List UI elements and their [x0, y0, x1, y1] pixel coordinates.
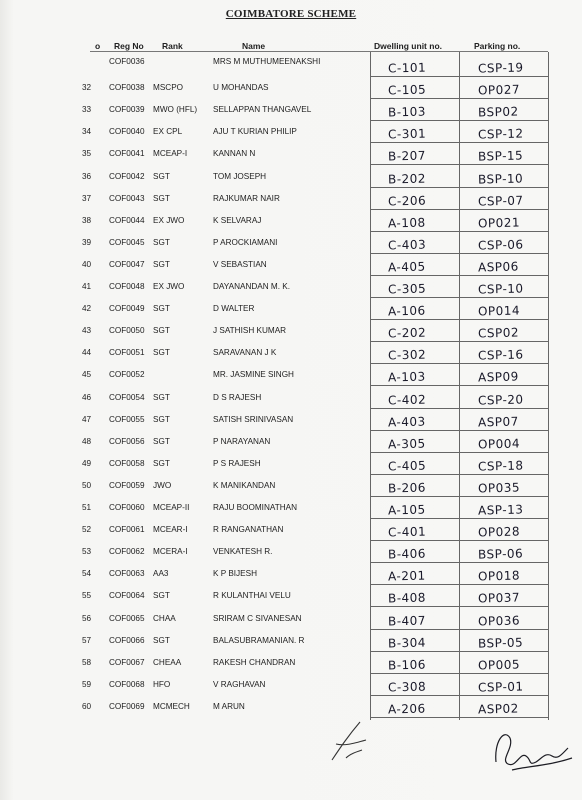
parking-no: CSP-18 [477, 458, 524, 474]
rank: CHEAA [153, 657, 182, 667]
reg-no: COF0050 [109, 326, 145, 336]
dwelling-unit: C-305 [387, 281, 427, 297]
reg-no: COF0059 [109, 480, 145, 490]
row-number: 52 [82, 525, 92, 535]
row-number: 54 [82, 569, 92, 579]
table-row [0, 652, 582, 674]
dwelling-unit: C-402 [387, 392, 427, 407]
header-reg-no: Reg No [114, 41, 144, 51]
document-title: COIMBATORE SCHEME [225, 8, 357, 20]
parking-no: ASP07 [477, 414, 520, 430]
row-number: 57 [82, 635, 92, 645]
parking-no: CSP-01 [477, 679, 524, 695]
reg-no: COF0047 [109, 259, 145, 269]
header-sno: o [95, 41, 101, 51]
name: P S RAJESH [213, 458, 261, 468]
row-number: 34 [82, 127, 92, 137]
row-number: 59 [82, 679, 92, 689]
dwelling-unit: A-103 [387, 369, 426, 385]
parking-no: OP018 [477, 568, 521, 584]
row-number: 38 [82, 215, 92, 225]
name: KANNAN N [213, 149, 256, 159]
reg-no: COF0061 [109, 525, 145, 535]
table-row [0, 497, 582, 519]
row-number: 49 [82, 458, 92, 468]
parking-no: CSP-20 [477, 391, 524, 408]
row-number: 44 [82, 348, 92, 358]
parking-no: OP014 [477, 303, 521, 319]
name: K MANIKANDAN [213, 480, 276, 490]
header-rank: Rank [162, 41, 183, 51]
reg-no: COF0065 [109, 613, 145, 623]
rank: SGT [153, 635, 170, 645]
rank: SGT [153, 458, 170, 468]
row-number: 47 [82, 414, 92, 424]
rank: EX JWO [153, 215, 185, 225]
table-row [0, 475, 582, 497]
rank: SGT [153, 436, 170, 446]
rank: EX CPL [153, 127, 183, 137]
parking-no: BSP-05 [477, 635, 524, 651]
rank: SGT [153, 591, 170, 601]
name: D S RAJESH [213, 392, 262, 402]
table-row [0, 342, 582, 364]
table-row [0, 166, 582, 188]
parking-no: OP037 [477, 590, 521, 606]
rank: SGT [153, 392, 170, 402]
rank: HFO [153, 679, 171, 689]
reg-no: COF0068 [109, 679, 145, 689]
name: SELLAPPAN THANGAVEL [213, 105, 312, 115]
row-number: 41 [82, 282, 92, 291]
reg-no: COF0038 [109, 83, 145, 93]
table-row [0, 563, 582, 585]
row-number: 36 [82, 171, 92, 181]
reg-no: COF0062 [109, 547, 145, 557]
name: RAJKUMAR NAIR [213, 193, 280, 203]
reg-no: COF0058 [109, 458, 145, 468]
name: SATISH SRINIVASAN [213, 414, 294, 424]
table-row [0, 519, 582, 541]
dwelling-unit: A-105 [387, 502, 426, 518]
row-number: 35 [82, 149, 92, 159]
table-row [0, 298, 582, 320]
parking-no: OP005 [477, 657, 521, 673]
dwelling-unit: C-206 [387, 193, 427, 209]
row-number: 43 [82, 326, 92, 336]
dwelling-unit: C-301 [387, 126, 427, 142]
dwelling-unit: C-302 [387, 347, 427, 363]
reg-no: COF0066 [109, 635, 145, 645]
name: BALASUBRAMANIAN. R [213, 635, 305, 645]
parking-no: OP004 [477, 436, 521, 452]
dwelling-unit: B-202 [387, 171, 427, 186]
reg-no: COF0056 [109, 436, 145, 446]
dwelling-unit: B-407 [387, 613, 427, 628]
name: MR. JASMINE SINGH [213, 370, 294, 380]
reg-no: COF0044 [109, 215, 145, 225]
dwelling-unit: C-403 [387, 237, 427, 253]
row-number: 40 [82, 259, 92, 269]
name: J SATHISH KUMAR [213, 326, 287, 336]
row-number: 37 [82, 193, 92, 203]
dwelling-unit: B-103 [387, 104, 427, 120]
name: U MOHANDAS [213, 83, 269, 93]
name: VENKATESH R. [213, 547, 273, 557]
reg-no: COF0069 [109, 701, 145, 711]
name: V SEBASTIAN [213, 259, 267, 269]
reg-no: COF0041 [109, 149, 145, 159]
row-number: 56 [82, 613, 92, 623]
name: P NARAYANAN [213, 436, 271, 446]
dwelling-unit: A-206 [387, 701, 426, 717]
table-row [0, 541, 582, 563]
row-number: 39 [82, 237, 92, 247]
reg-no: COF0049 [109, 304, 145, 314]
rank: SGT [153, 237, 170, 247]
row-number: 51 [82, 503, 92, 512]
dwelling-unit: B-106 [387, 657, 427, 673]
parking-no: BSP-06 [477, 546, 524, 562]
dwelling-unit: B-406 [387, 546, 427, 562]
reg-no: COF0060 [109, 503, 145, 512]
reg-no: COF0042 [109, 171, 145, 181]
parking-no: OP027 [477, 82, 521, 98]
dwelling-unit: A-108 [387, 215, 426, 231]
reg-no: COF0039 [109, 105, 145, 115]
parking-no: ASP02 [477, 701, 520, 717]
rank: SGT [153, 259, 170, 269]
dwelling-unit: C-308 [387, 679, 427, 695]
rank: SGT [153, 348, 170, 358]
rank: SGT [153, 193, 170, 203]
parking-no: CSP-10 [477, 281, 524, 297]
row-number: 53 [82, 547, 92, 557]
row-number: 46 [82, 392, 92, 402]
dwelling-unit: B-207 [387, 148, 427, 164]
parking-no: OP028 [477, 524, 521, 540]
parking-no: BSP-10 [477, 170, 524, 187]
signature-mark-left [326, 714, 376, 766]
name: AJU T KURIAN PHILIP [213, 127, 297, 137]
parking-no: OP036 [477, 612, 521, 629]
row-number: 32 [82, 83, 92, 93]
name: RAKESH CHANDRAN [213, 657, 296, 667]
dwelling-unit: C-202 [387, 325, 427, 341]
table-row [0, 674, 582, 696]
rank: EX JWO [153, 282, 185, 291]
rank: MWO (HFL) [153, 105, 198, 115]
name: SARAVANAN J K [213, 348, 277, 358]
reg-no: COF0063 [109, 569, 145, 579]
rank: SGT [153, 414, 170, 424]
row-number: 58 [82, 657, 92, 667]
reg-no: COF0048 [109, 282, 145, 291]
table-row [0, 696, 582, 718]
name: RAJU BOOMINATHAN [213, 503, 298, 512]
row-number: 42 [82, 304, 92, 314]
parking-no: OP021 [477, 215, 521, 231]
parking-no: CSP02 [477, 325, 520, 341]
table-row [0, 608, 582, 630]
table-row [0, 55, 582, 77]
dwelling-unit: A-403 [387, 414, 426, 430]
header-rule [90, 51, 548, 52]
table-row [0, 232, 582, 254]
reg-no: COF0067 [109, 657, 145, 667]
table-row [0, 320, 582, 342]
row-number: 55 [82, 591, 92, 601]
dwelling-unit: C-101 [387, 60, 427, 76]
dwelling-unit: A-201 [387, 568, 426, 584]
name: R RANGANATHAN [213, 525, 284, 535]
name: MRS M MUTHUMEENAKSHI [213, 57, 321, 66]
reg-no: COF0045 [109, 237, 145, 247]
rank: AA3 [153, 569, 169, 579]
row-rule [370, 717, 548, 718]
name: M ARUN [213, 701, 245, 711]
reg-no: COF0054 [109, 392, 145, 402]
dwelling-unit: B-206 [387, 480, 427, 496]
reg-no: COF0040 [109, 127, 145, 137]
rank: SGT [153, 304, 170, 314]
parking-no: CSP-16 [477, 347, 524, 363]
table-row [0, 453, 582, 475]
row-number: 50 [82, 480, 92, 490]
header-name: Name [242, 41, 266, 51]
table-row [0, 364, 582, 386]
reg-no: COF0052 [109, 370, 145, 380]
table-row [0, 143, 582, 165]
dwelling-unit: A-106 [387, 303, 426, 319]
parking-no: BSP02 [477, 104, 519, 120]
table-row [0, 210, 582, 232]
parking-no: ASP-13 [477, 502, 524, 518]
dwelling-unit: B-408 [387, 590, 427, 606]
reg-no: COF0064 [109, 591, 145, 601]
reg-no: COF0043 [109, 193, 145, 203]
rank: CHAA [153, 613, 176, 623]
rank: JWO [153, 480, 172, 490]
rank: MCEAP-I [153, 149, 188, 159]
table-row [0, 121, 582, 143]
rank: MCMECH [153, 701, 190, 711]
rank: MSCPO [153, 83, 184, 93]
table-row [0, 409, 582, 431]
name: SRIRAM C SIVANESAN [213, 613, 302, 623]
dwelling-unit: C-401 [387, 524, 427, 540]
name: DAYANANDAN M. K. [213, 282, 291, 291]
table-row [0, 387, 582, 409]
table-row [0, 276, 582, 298]
reg-no: COF0055 [109, 414, 145, 424]
rank: SGT [153, 171, 170, 181]
parking-no: CSP-19 [477, 60, 524, 76]
reg-no: COF0051 [109, 348, 145, 358]
parking-no: OP035 [477, 480, 521, 496]
name: D WALTER [213, 304, 255, 314]
table-row [0, 585, 582, 607]
name: TOM JOSEPH [213, 171, 267, 181]
rank: SGT [153, 326, 170, 336]
header-dwelling-unit: Dwelling unit no. [374, 41, 442, 51]
row-number: 48 [82, 436, 92, 446]
name: K SELVARAJ [213, 215, 262, 225]
table-row [0, 188, 582, 210]
dwelling-unit: A-305 [387, 436, 426, 452]
table-row [0, 630, 582, 652]
name: R KULANTHAI VELU [213, 591, 291, 601]
rank: MCEAP-II [153, 503, 190, 512]
parking-no: CSP-07 [477, 192, 524, 209]
dwelling-unit: C-405 [387, 458, 427, 474]
parking-no: ASP06 [477, 259, 520, 275]
row-number: 60 [82, 701, 92, 711]
table-row [0, 77, 582, 99]
name: K P BIJESH [213, 569, 257, 579]
reg-no: COF0036 [109, 57, 145, 66]
dwelling-unit: B-304 [387, 635, 427, 651]
parking-no: CSP-06 [477, 237, 524, 253]
dwelling-unit: C-105 [387, 82, 427, 98]
parking-no: ASP09 [477, 369, 520, 385]
row-number: 33 [82, 105, 92, 115]
dwelling-unit: A-405 [387, 259, 426, 275]
parking-no: CSP-12 [477, 126, 524, 142]
parking-no: BSP-15 [477, 148, 524, 164]
rank: MCEAR-I [153, 525, 188, 535]
header-parking: Parking no. [474, 41, 521, 51]
table-row [0, 99, 582, 121]
signature-mark-right [488, 722, 578, 778]
table-row [0, 254, 582, 276]
row-number: 45 [82, 370, 92, 380]
name: P AROCKIAMANI [213, 237, 278, 247]
name: V RAGHAVAN [213, 679, 266, 689]
table-row [0, 431, 582, 453]
rank: MCERA-I [153, 547, 188, 557]
